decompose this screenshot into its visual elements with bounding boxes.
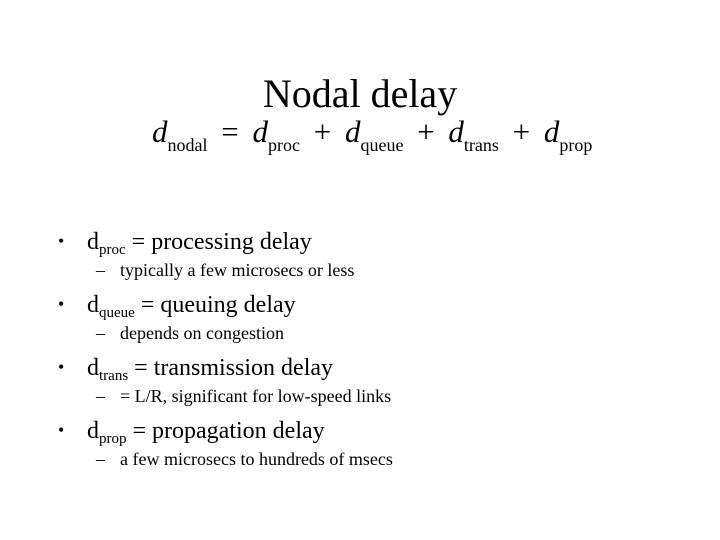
formula-plus: + xyxy=(512,114,531,149)
formula-var: d xyxy=(152,114,168,149)
subbullet-marker: – xyxy=(96,260,105,280)
bullet-symbol: d xyxy=(87,292,99,318)
bullet-text: = queuing delay xyxy=(134,292,296,318)
formula-term xyxy=(252,114,300,155)
formula-subscript: trans xyxy=(463,135,499,155)
formula-subscript: prop xyxy=(559,135,593,155)
formula-term xyxy=(448,114,499,155)
bullet-symbol: d xyxy=(87,355,99,381)
subbullet-line xyxy=(96,385,698,407)
subbullet-marker: – xyxy=(96,323,105,343)
formula-subscript: queue xyxy=(360,135,404,155)
bullet-item xyxy=(58,415,698,470)
bullet-marker: • xyxy=(58,231,65,251)
nodal-delay-formula xyxy=(152,112,592,165)
bullet-text: = propagation delay xyxy=(126,418,325,444)
formula-term xyxy=(543,114,593,155)
bullet-subscript: trans xyxy=(99,368,129,384)
formula-var: d xyxy=(543,114,560,149)
bullet-marker: • xyxy=(58,294,65,314)
formula-var: d xyxy=(252,114,268,149)
subbullet-text: a few microsecs to hundreds of msecs xyxy=(120,449,393,469)
subbullet-text: typically a few microsecs or less xyxy=(120,260,355,280)
formula-subscript: proc xyxy=(267,135,300,155)
bullet-subscript: queue xyxy=(99,305,135,321)
subbullet-line xyxy=(96,322,698,344)
bullet-line xyxy=(58,226,698,256)
bullet-list xyxy=(58,226,698,470)
bullet-text: = processing delay xyxy=(125,229,312,255)
formula-var: d xyxy=(344,114,361,149)
formula-equals: = xyxy=(221,114,239,149)
formula-term xyxy=(344,114,404,155)
subbullet-marker: – xyxy=(96,386,105,406)
formula-var: d xyxy=(448,114,464,149)
bullet-symbol: d xyxy=(87,418,99,444)
bullet-subscript: proc xyxy=(99,242,126,258)
slide-title: Nodal delay xyxy=(262,71,458,116)
subbullet-line xyxy=(96,448,698,470)
subbullet-line xyxy=(96,259,698,281)
subbullet-text: depends on congestion xyxy=(120,323,284,343)
bullet-line xyxy=(58,289,698,319)
bullet-marker: • xyxy=(58,420,65,440)
bullet-item xyxy=(58,289,698,344)
formula-subscript: nodal xyxy=(167,135,208,155)
bullet-line xyxy=(58,352,698,382)
bullet-line xyxy=(58,415,698,445)
formula-lhs xyxy=(152,114,208,155)
formula-plus: + xyxy=(417,114,435,149)
bullet-symbol: d xyxy=(87,229,99,255)
bullet-text: = transmission delay xyxy=(128,355,334,381)
bullet-item xyxy=(58,226,698,281)
bullet-item xyxy=(58,352,698,407)
subbullet-marker: – xyxy=(96,449,105,469)
formula-plus: + xyxy=(313,114,332,149)
bullet-subscript: prop xyxy=(99,431,127,447)
subbullet-text: = L/R, significant for low-speed links xyxy=(120,386,392,406)
bullet-marker: • xyxy=(58,357,65,377)
